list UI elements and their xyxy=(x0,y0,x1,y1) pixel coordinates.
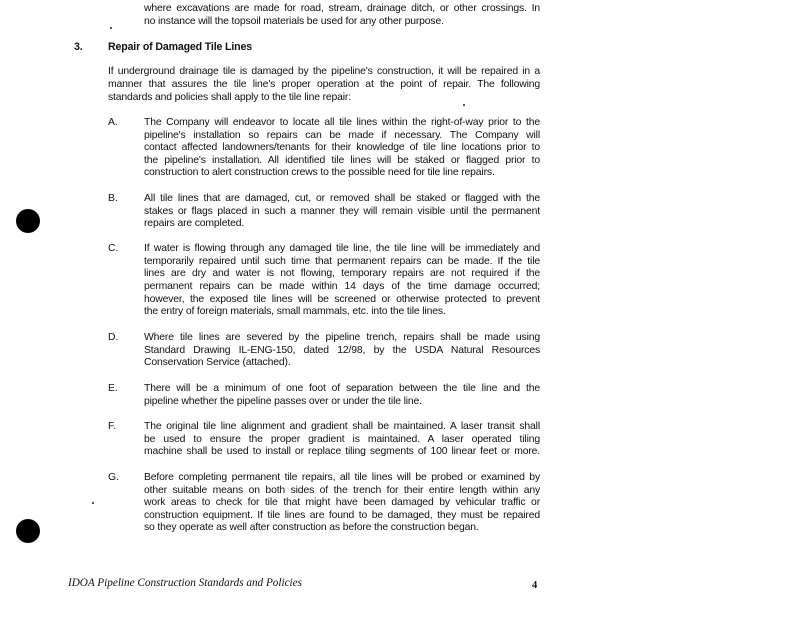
item-letter: C. xyxy=(108,243,119,254)
item-line: construction to alert construction crews to the possible need for tile line repairs. xyxy=(144,167,495,178)
item-line: be used to ensure the proper gradient is maintained. A laser operated tiling xyxy=(144,434,540,445)
item-line: so they operate as well after construction as before the construction began. xyxy=(144,522,479,533)
item-letter: E. xyxy=(108,383,118,394)
item-line: temporarily repaired until such time that permanent repairs can be made. If the tile xyxy=(144,256,540,267)
section-title: Repair of Damaged Tile Lines xyxy=(108,41,252,53)
footer-title: IDOA Pipeline Construction Standards and Policies xyxy=(68,577,302,589)
scan-speck xyxy=(110,27,112,29)
item-line: lines are dry and water is not flowing, temporary repairs are not required if the xyxy=(144,268,540,279)
item-line: permanent repairs can be made within 14 days of the time damage occurred; xyxy=(144,281,540,292)
item-line: the entry of foreign materials, small mammals, etc. into the tile lines. xyxy=(144,306,446,317)
item-line: stakes or flags placed in such a manner they will remain visible until the permanent xyxy=(144,206,540,217)
item-letter: B. xyxy=(108,193,118,204)
page-number: 4 xyxy=(532,580,538,591)
item-line: machine shall be used to install or replace tiling segments of 100 linear feet or more. xyxy=(144,446,540,457)
item-line: pipeline's installation so repairs can be made if necessary. The Company will xyxy=(144,130,540,141)
continuation-line: no instance will the topsoil materials be used for any other purpose. xyxy=(144,16,444,27)
item-line: All tile lines that are damaged, cut, or removed shall be staked or flagged with the xyxy=(144,193,540,204)
intro-line: manner that assures the tile line's proper operation at the point of repair. The following xyxy=(108,79,540,90)
item-line: pipeline whether the pipeline passes over or under the tile line. xyxy=(144,396,422,407)
item-line: Conservation Service (attached). xyxy=(144,357,291,368)
scan-speck xyxy=(463,104,465,106)
punch-hole xyxy=(16,209,40,233)
punch-hole xyxy=(16,519,40,543)
item-line: construction equipment. If tile lines are found to be damaged, they must be repaired xyxy=(144,510,540,521)
item-letter: A. xyxy=(108,117,118,128)
item-line: The original tile line alignment and gradient shall be maintained. A laser transit shall xyxy=(144,421,540,432)
intro-line: standards and policies shall apply to the tile line repair: xyxy=(108,92,351,103)
item-letter: G. xyxy=(108,472,119,483)
continuation-line: where excavations are made for road, stream, drainage ditch, or other crossings. In xyxy=(144,3,540,14)
item-line: however, the exposed tile lines will be screened or otherwise protected to prevent xyxy=(144,294,540,305)
item-line: There will be a minimum of one foot of separation between the tile line and the xyxy=(144,383,540,394)
item-line: other suitable means on both sides of the trench for their entire length within any xyxy=(144,485,540,496)
item-line: If water is flowing through any damaged tile line, the tile line will be immediately and xyxy=(144,243,540,254)
item-line: Where tile lines are severed by the pipeline trench, repairs shall be made using xyxy=(144,332,540,343)
intro-line: If underground drainage tile is damaged by the pipeline's construction, it will be repaired in a xyxy=(108,66,540,77)
scan-speck xyxy=(92,502,94,504)
item-line: the pipeline's installation. All identified tile lines will be staked or flagged prior to xyxy=(144,155,540,166)
item-letter: F. xyxy=(108,421,117,432)
item-line: The Company will endeavor to locate all tile lines within the right-of-way prior to the xyxy=(144,117,540,128)
section-number: 3. xyxy=(74,41,83,53)
item-line: repairs are completed. xyxy=(144,218,245,229)
item-letter: D. xyxy=(108,332,119,343)
item-line: Standard Drawing IL-ENG-150, dated 12/98, by the USDA Natural Resources xyxy=(144,345,540,356)
item-line: work areas to check for tile that might have been damaged by vehicular traffic or xyxy=(144,497,540,508)
item-line: Before completing permanent tile repairs, all tile lines will be probed or examined by xyxy=(144,472,540,483)
item-line: contact affected landowners/tenants for their knowledge of tile line locations prior to xyxy=(144,142,540,153)
